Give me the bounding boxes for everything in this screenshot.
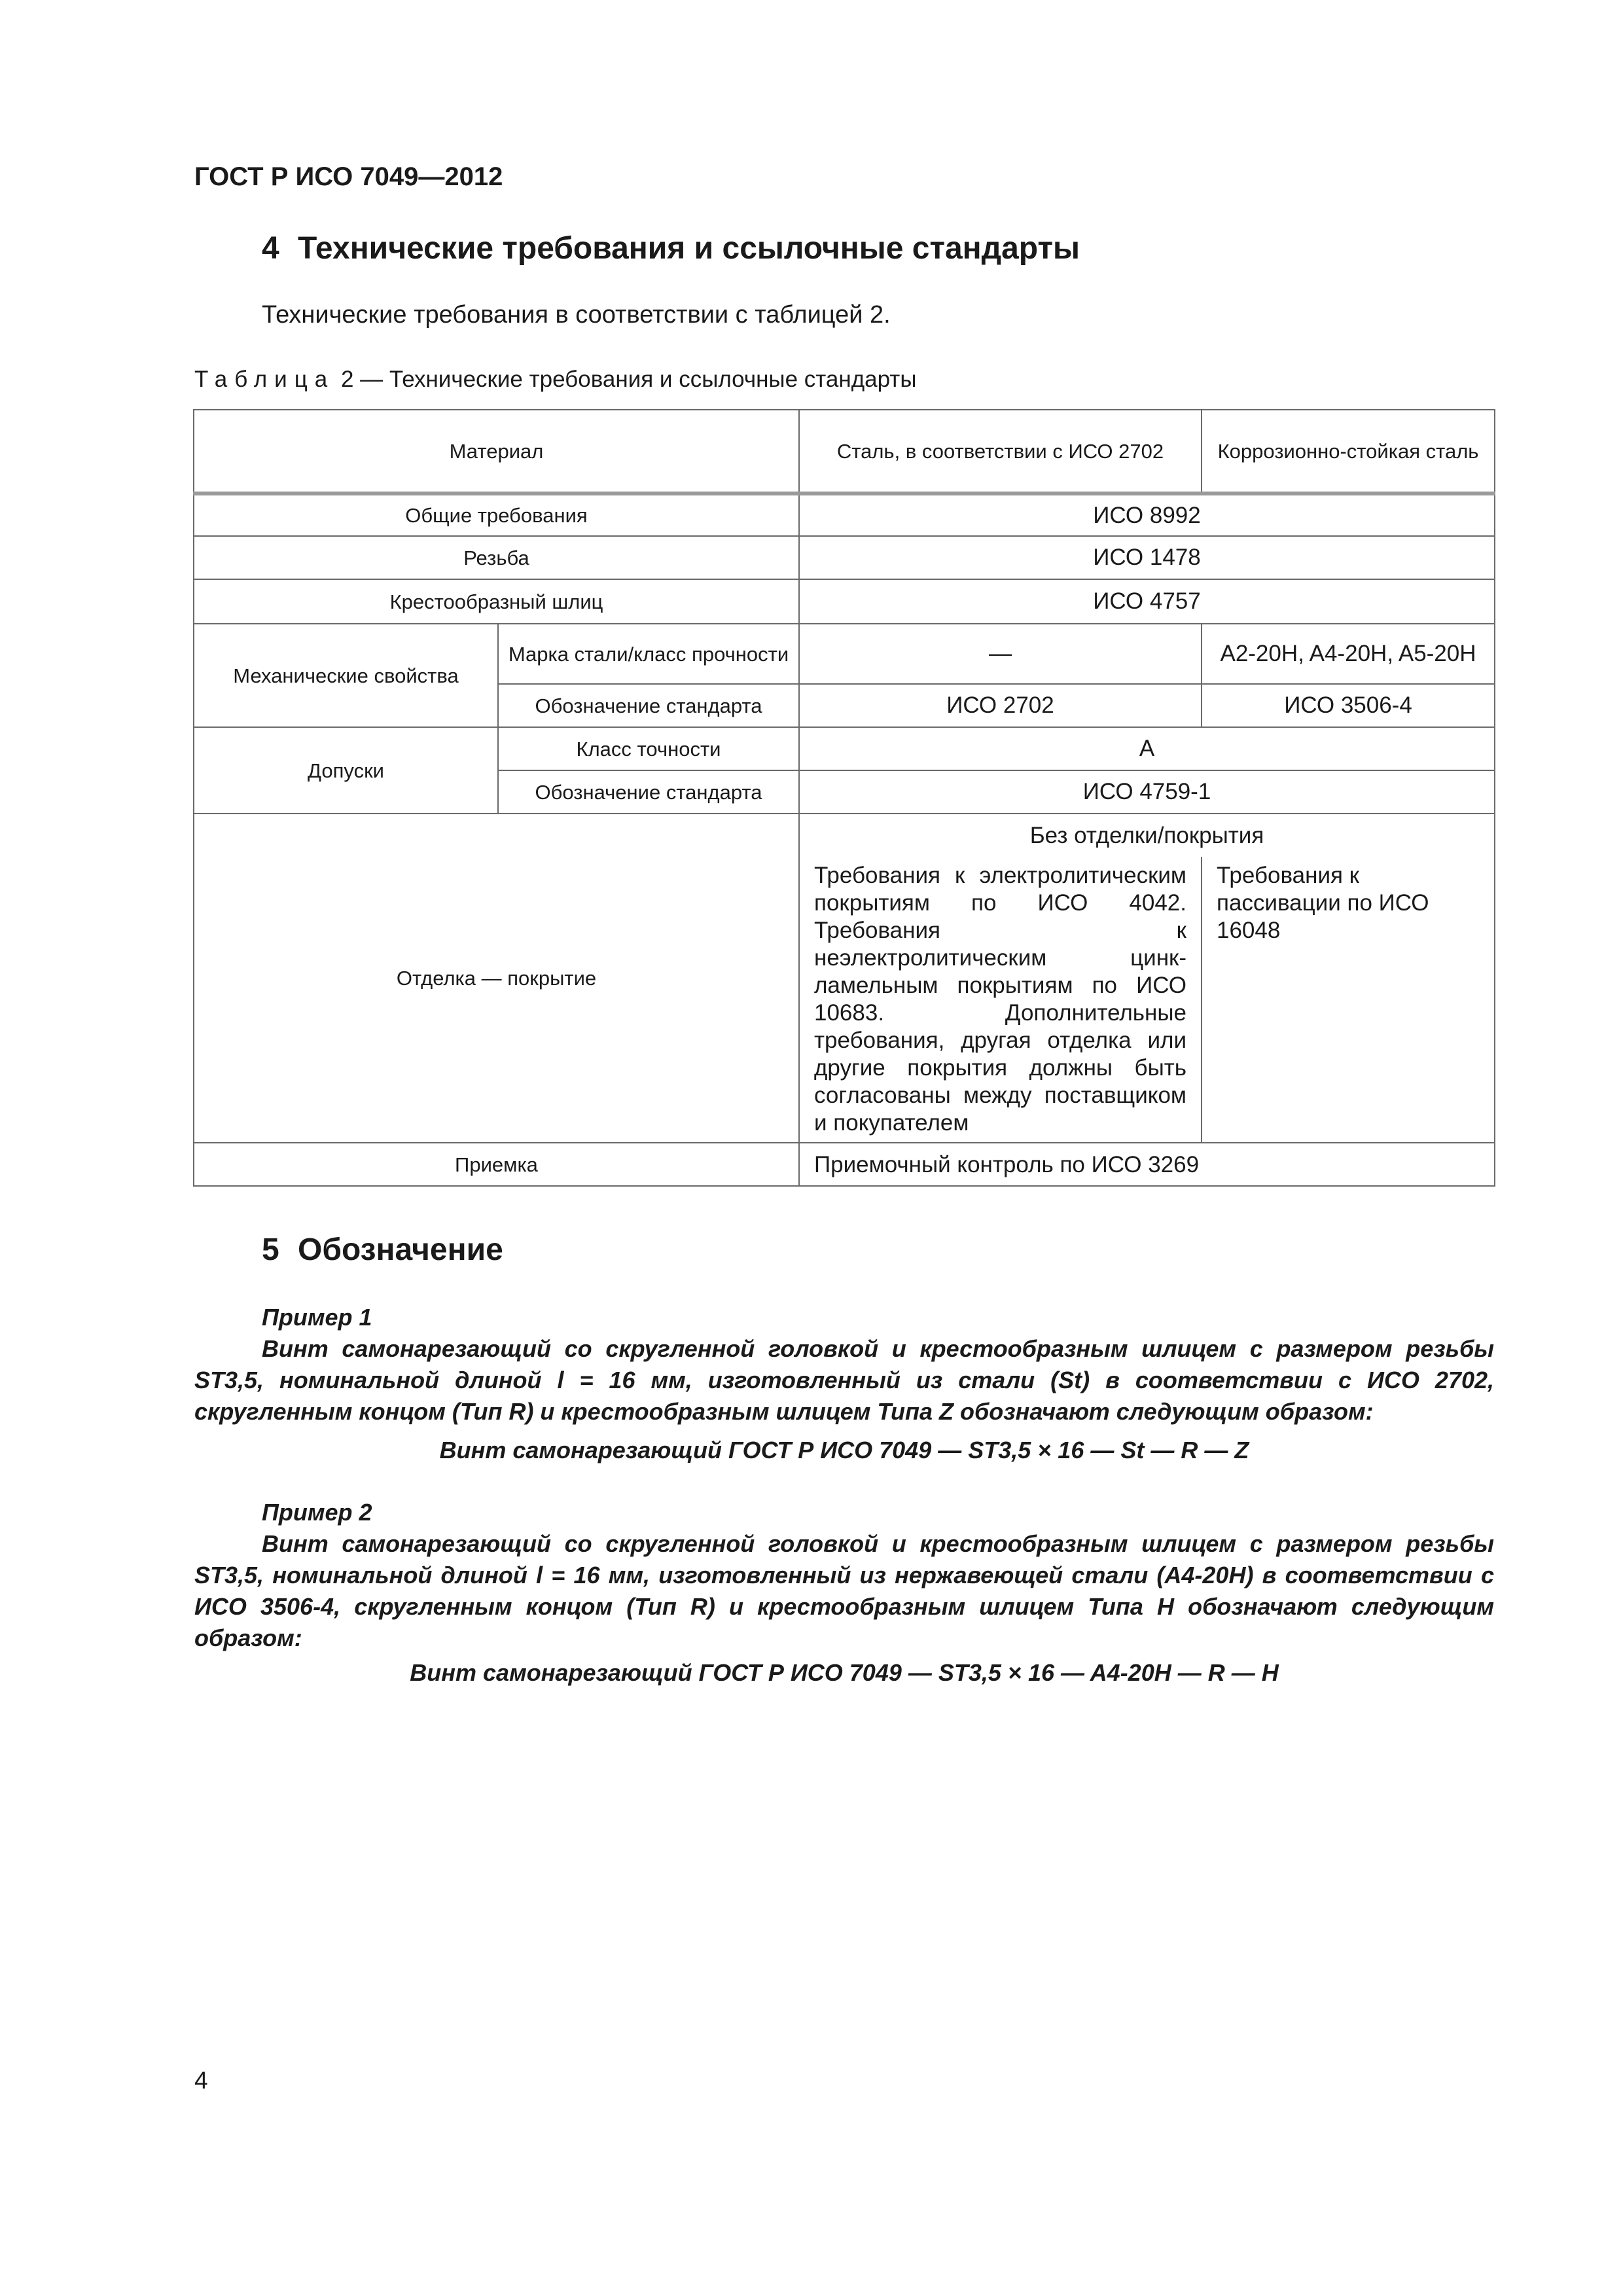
acceptance-label: Приемка (194, 1143, 799, 1186)
table-caption-prefix: Таблица (194, 367, 335, 392)
document-header: ГОСТ Р ИСО 7049—2012 (194, 162, 503, 191)
recess-value: ИСО 4757 (799, 579, 1495, 624)
steel-grade-stainless: A2-20H, A4-20H, A5-20H (1202, 624, 1495, 684)
table-row (194, 727, 1495, 770)
example-2-designation: Винт самонарезающий ГОСТ Р ИСО 7049 — ST3,5 × 16 — A4-20H — R — H (410, 1659, 1279, 1686)
steel-grade-steel: — (799, 624, 1202, 684)
thread-value: ИСО 1478 (799, 536, 1495, 579)
section-4-title: Технические требования и ссылочные стандарты (298, 231, 1080, 266)
table-header-row (194, 410, 1495, 493)
section-5-heading (262, 1232, 503, 1268)
mech-standard-steel: ИСО 2702 (799, 684, 1202, 727)
example-1-title: Пример 1 (262, 1304, 372, 1331)
tolerance-standard-label: Обозначение стандарта (498, 770, 799, 814)
thread-label: Резьба (194, 536, 799, 579)
finish-stainless-text: Требования к пассивации по ИСО 16048 (1202, 857, 1495, 1143)
tolerance-standard-value: ИСО 4759-1 (799, 770, 1495, 814)
mech-standard-stainless: ИСО 3506-4 (1202, 684, 1495, 727)
recess-label: Крестообразный шлиц (194, 579, 799, 624)
table-row (194, 624, 1495, 684)
example-2-title: Пример 2 (262, 1499, 372, 1526)
accuracy-class-value: A (799, 727, 1495, 770)
example-2-text: Винт самонарезающий со скругленной головкой и крестообразным шлицем с размером резьбы ST3,5, номинальной длиной l = 16 мм, изготовленный из нержавеющей стали (A4-20H) в соответствии с ИСО 3506-4, скругленным концом (Тип R) и крестообразным шлицем Типа H обозначают следующим образом: (194, 1530, 1494, 1651)
tolerances-label: Допуски (194, 727, 498, 814)
header-stainless: Коррозионно-стойкая сталь (1202, 410, 1495, 493)
steel-grade-label: Марка стали/класс прочности (498, 624, 799, 684)
table-row (194, 493, 1495, 536)
table-row (194, 579, 1495, 624)
table-caption-text: 2 — Технические требования и ссылочные стандарты (334, 367, 917, 392)
table-row (194, 536, 1495, 579)
section-4-number: 4 (262, 231, 279, 266)
table-row (194, 814, 1495, 857)
mech-standard-label: Обозначение стандарта (498, 684, 799, 727)
general-requirements-label: Общие требования (194, 493, 799, 536)
finish-label: Отделка — покрытие (194, 814, 799, 1143)
example-1-text: Винт самонарезающий со скругленной головкой и крестообразным шлицем с размером резьбы ST3,5, номинальной длиной l = 16 мм, изготовленный из стали (St) в соответствии с ИСО 2702, скругленным концом (Тип R) и крестообразным шлицем Типа Z обозначают следующим образом: (194, 1335, 1494, 1425)
table-row (194, 1143, 1495, 1186)
finish-none: Без отделки/покрытия (799, 814, 1495, 857)
table-caption (194, 367, 916, 393)
section-4-intro: Технические требования в соответствии с таблицей 2. (262, 301, 891, 329)
header-steel: Сталь, в соответствии с ИСО 2702 (799, 410, 1202, 493)
mechanical-properties-label: Механические свойства (194, 624, 498, 727)
requirements-table (193, 409, 1495, 1187)
section-5-title: Обозначение (298, 1232, 503, 1267)
example-1-designation: Винт самонарезающий ГОСТ Р ИСО 7049 — ST3,5 × 16 — St — R — Z (439, 1437, 1249, 1463)
header-material: Материал (194, 410, 799, 493)
section-5-number: 5 (262, 1232, 279, 1267)
finish-steel-text: Требования к электролитическим покрытиям по ИСО 4042. Требования к неэлектролитическим цинк-ламельным покрытиям по ИСО 10683. Дополнительные требования, другая отделка или другие покрытия должны быть согласованы между поставщиком и покупателем (799, 857, 1202, 1143)
section-4-heading (262, 230, 1080, 266)
acceptance-value: Приемочный контроль по ИСО 3269 (799, 1143, 1495, 1186)
general-requirements-value: ИСО 8992 (799, 493, 1495, 536)
page-number: 4 (194, 2067, 208, 2094)
accuracy-class-label: Класс точности (498, 727, 799, 770)
